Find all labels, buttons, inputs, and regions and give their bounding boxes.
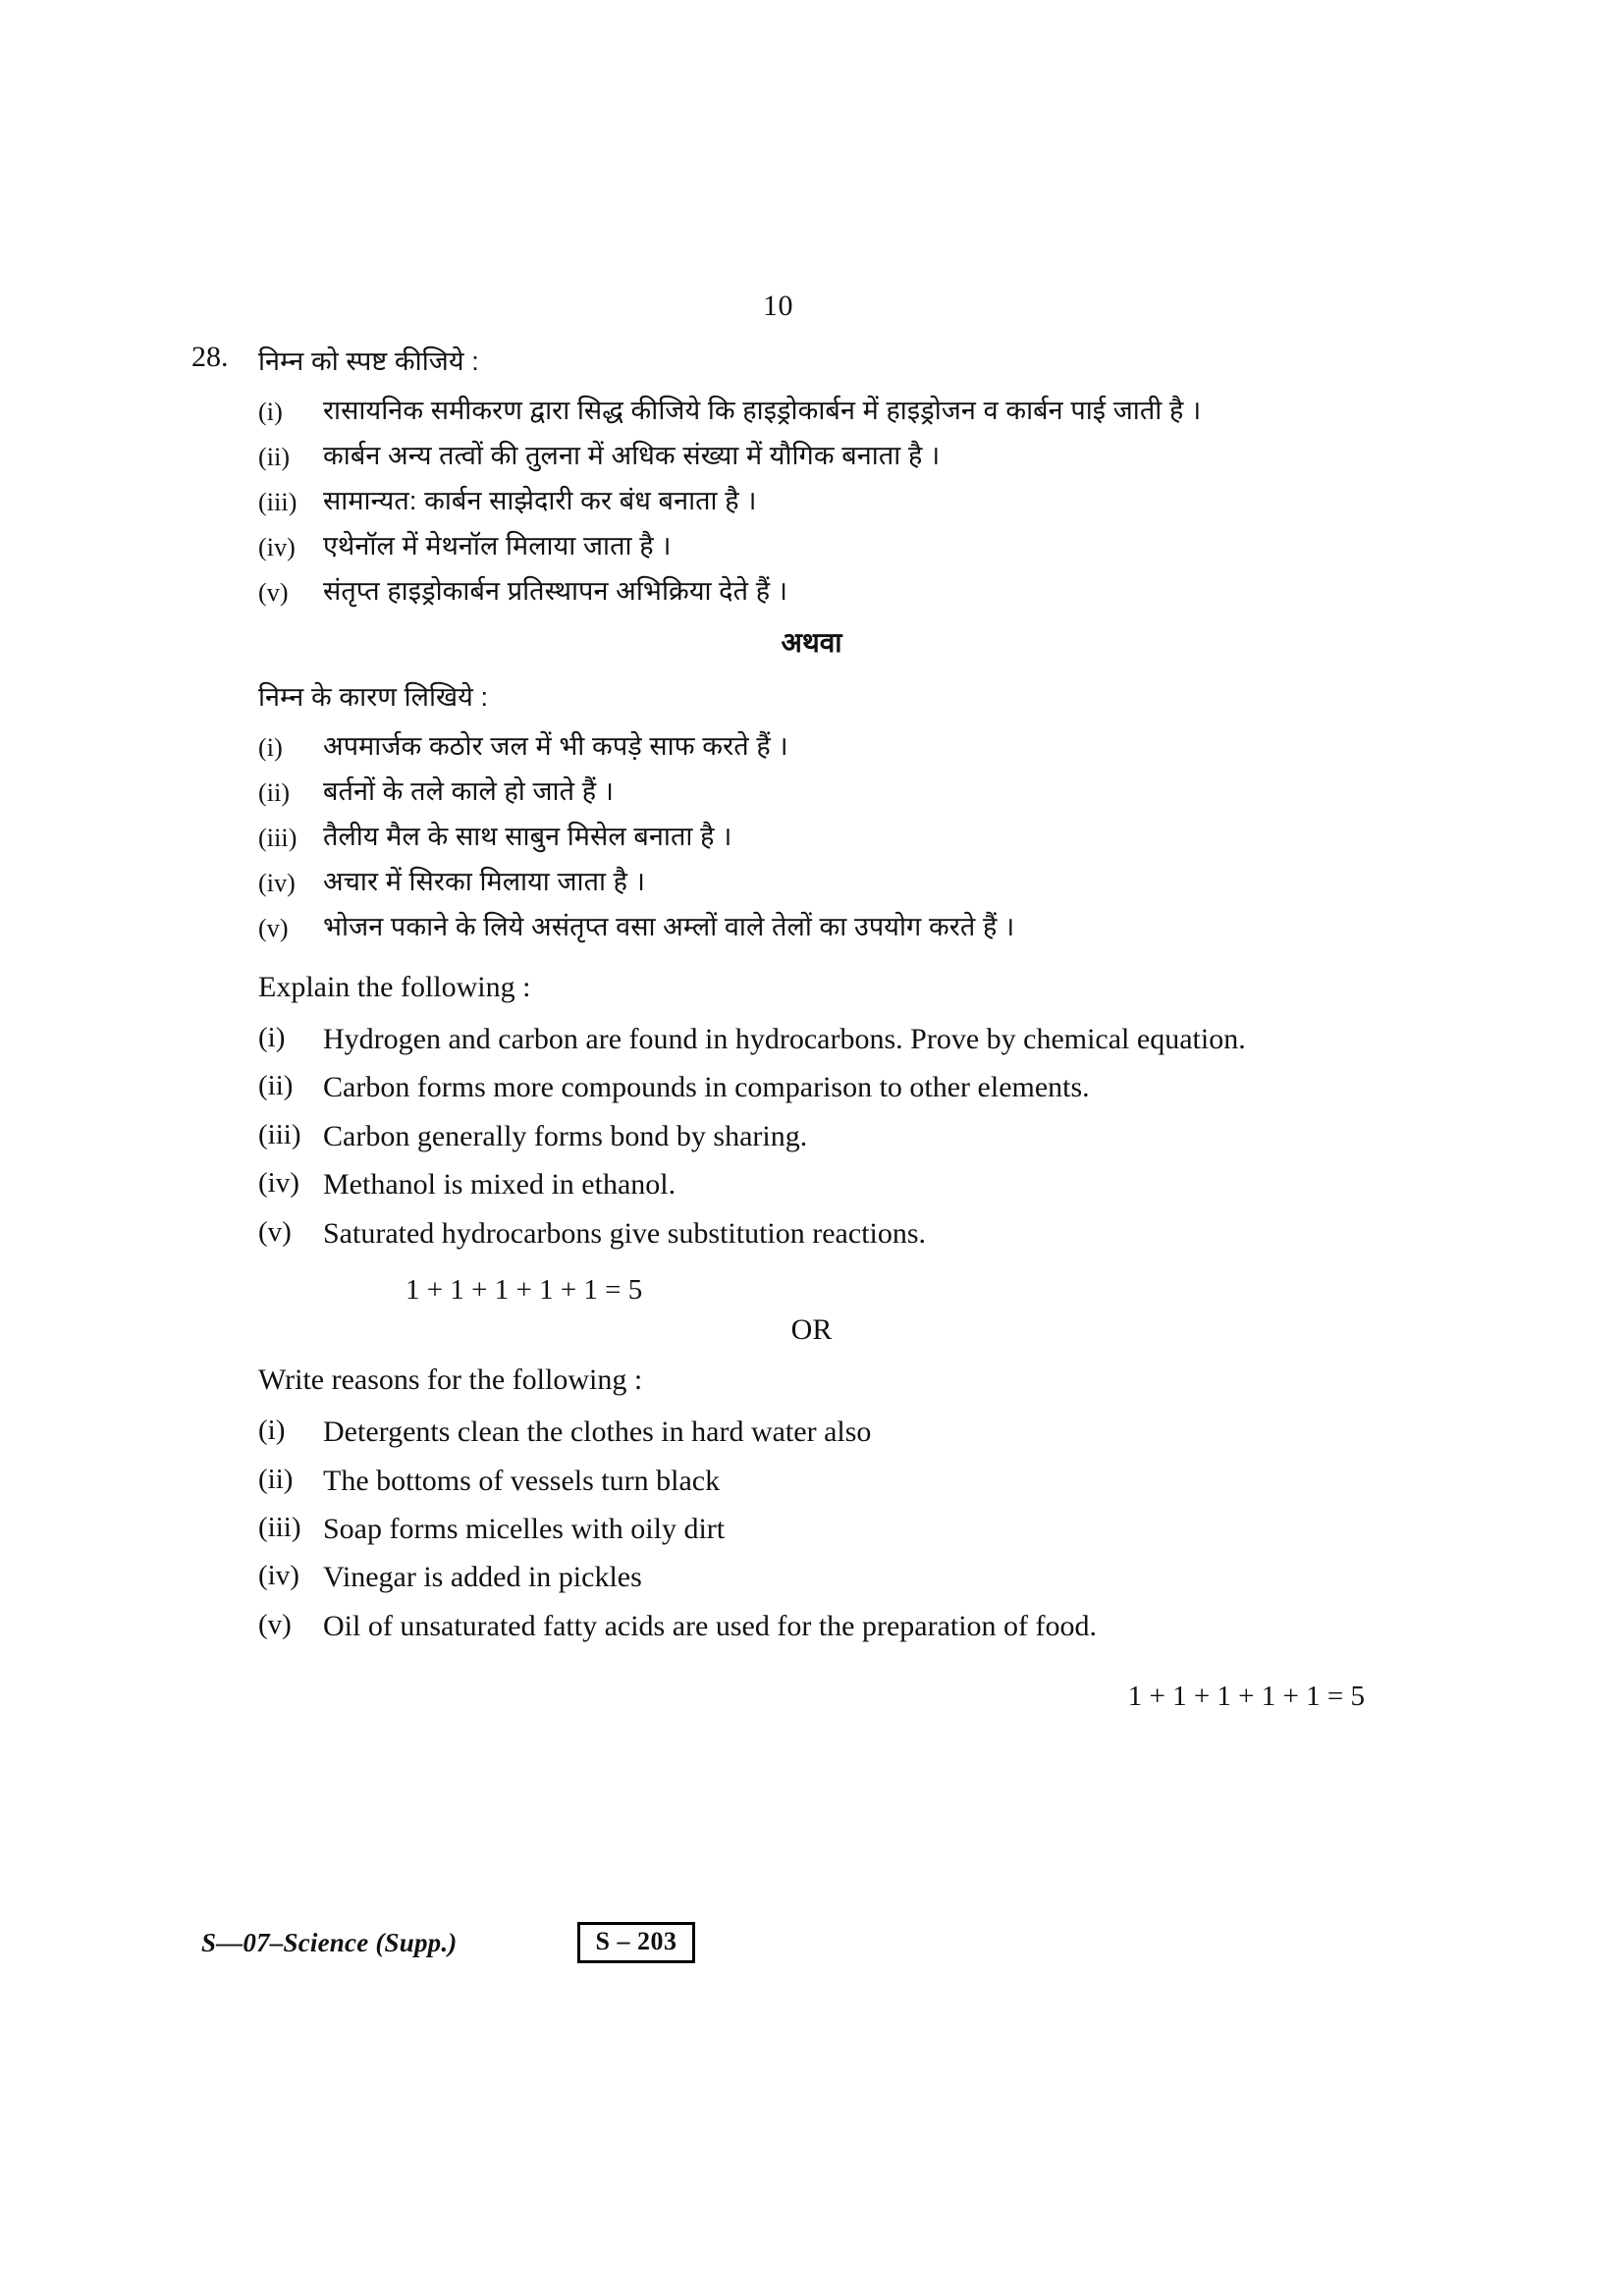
list-marker: (iv) <box>258 1167 299 1200</box>
english-part-b-marks: 1 + 1 + 1 + 1 + 1 = 5 <box>1127 1681 1365 1713</box>
list-marker: (v) <box>258 914 289 943</box>
list-text: The bottoms of vessels turn black <box>323 1464 721 1497</box>
list-marker: (i) <box>258 733 283 763</box>
list-marker: (ii) <box>258 1070 294 1102</box>
list-item <box>258 1064 1365 1110</box>
list-item <box>258 525 1365 568</box>
english-part-a-marks: 1 + 1 + 1 + 1 + 1 = 5 <box>406 1273 643 1306</box>
list-item <box>258 1603 1365 1649</box>
list-marker: (iii) <box>258 487 298 516</box>
list-item <box>258 1506 1365 1552</box>
list-item <box>258 1161 1365 1207</box>
list-item <box>258 570 1365 614</box>
list-text: एथेनॉल में मेथनॉल मिलाया जाता है । <box>323 531 672 561</box>
list-text: अपमार्जक कठोर जल में भी कपड़े साफ करते हैं । <box>323 731 788 762</box>
list-marker: (i) <box>258 1021 286 1053</box>
list-item <box>258 771 1365 814</box>
list-marker: (iii) <box>258 1118 301 1150</box>
list-item <box>258 725 1365 769</box>
list-text: Oil of unsaturated fatty acids are used for the preparation of food. <box>323 1609 1098 1642</box>
page-footer <box>201 1922 1424 1963</box>
list-text: भोजन पकाने के लिये असंतृप्त वसा अम्लों वाले तेलों का उपयोग करते हैं । <box>323 912 1015 942</box>
english-or-label: OR <box>790 1312 833 1346</box>
list-text: सामान्यत: कार्बन साझेदारी कर बंध बनाता है । <box>323 485 757 515</box>
list-text: Methanol is mixed in ethanol. <box>323 1168 676 1201</box>
question-body <box>258 341 1365 1720</box>
list-item <box>258 906 1365 949</box>
list-item <box>258 390 1365 433</box>
list-text: Carbon forms more compounds in comparison to other elements. <box>323 1071 1090 1104</box>
hindi-part-a-lead: निम्न को स्पष्ट कीजिये : <box>258 347 479 376</box>
list-marker: (v) <box>258 1215 292 1248</box>
list-item <box>258 816 1365 859</box>
page-number: 10 <box>763 290 793 322</box>
list-marker: (i) <box>258 397 283 426</box>
question-number: 28. <box>191 341 229 373</box>
list-marker: (iv) <box>258 1560 299 1592</box>
list-item <box>258 861 1365 904</box>
list-item <box>258 1210 1365 1256</box>
list-item <box>258 1016 1365 1062</box>
english-part-a <box>258 964 1365 1313</box>
paper-code-box: S – 203 <box>577 1922 696 1963</box>
hindi-part-b <box>258 676 1365 949</box>
list-text: रासायनिक समीकरण द्वारा सिद्ध कीजिये कि हाइड्रोकार्बन में हाइड्रोजन व कार्बन पाई जाती है । <box>323 395 1202 425</box>
list-marker: (ii) <box>258 442 291 471</box>
list-item <box>258 480 1365 523</box>
list-marker: (v) <box>258 578 289 608</box>
list-item <box>258 1113 1365 1159</box>
english-part-b <box>258 1357 1365 1720</box>
list-text: Hydrogen and carbon are found in hydrocarbons. Prove by chemical equation. <box>323 1022 1246 1055</box>
list-marker: (iv) <box>258 869 296 898</box>
list-text: Vinegar is added in pickles <box>323 1561 642 1594</box>
question-28 <box>191 341 1365 1720</box>
list-marker: (iii) <box>258 1511 301 1543</box>
list-text: अचार में सिरका मिलाया जाता है । <box>323 867 646 897</box>
paper-label: S—07–Science (Supp.) <box>201 1927 458 1957</box>
page-content <box>191 290 1365 1720</box>
list-text: Saturated hydrocarbons give substitution reactions. <box>323 1216 927 1250</box>
list-text: बर्तनों के तले काले हो जाते हैं । <box>323 776 615 807</box>
list-item <box>258 435 1365 478</box>
list-marker: (iii) <box>258 824 298 853</box>
hindi-or-label: अथवा <box>781 627 842 659</box>
list-marker: (v) <box>258 1608 292 1640</box>
hindi-part-a <box>258 341 1365 614</box>
list-marker: (iv) <box>258 533 296 562</box>
english-part-b-lead: Write reasons for the following : <box>258 1362 643 1396</box>
list-text: Soap forms micelles with oily dirt <box>323 1512 726 1545</box>
list-marker: (i) <box>258 1415 286 1447</box>
list-text: तैलीय मैल के साथ साबुन मिसेल बनाता है । <box>323 822 732 852</box>
list-item <box>258 1409 1365 1455</box>
english-part-a-lead: Explain the following : <box>258 970 531 1003</box>
list-item <box>258 1458 1365 1504</box>
list-text: संतृप्त हाइड्रोकार्बन प्रतिस्थापन अभिक्रिया देते हैं । <box>323 576 788 607</box>
list-text: Carbon generally forms bond by sharing. <box>323 1119 808 1152</box>
list-marker: (ii) <box>258 1463 294 1495</box>
list-text: कार्बन अन्य तत्वों की तुलना में अधिक संख्या में यौगिक बनाता है । <box>323 440 941 470</box>
list-text: Detergents clean the clothes in hard water also <box>323 1415 872 1449</box>
hindi-part-b-lead: निम्न के कारण लिखिये : <box>258 682 489 713</box>
paper-code-wrapper <box>577 1922 696 1963</box>
list-marker: (ii) <box>258 778 291 808</box>
list-item <box>258 1554 1365 1600</box>
